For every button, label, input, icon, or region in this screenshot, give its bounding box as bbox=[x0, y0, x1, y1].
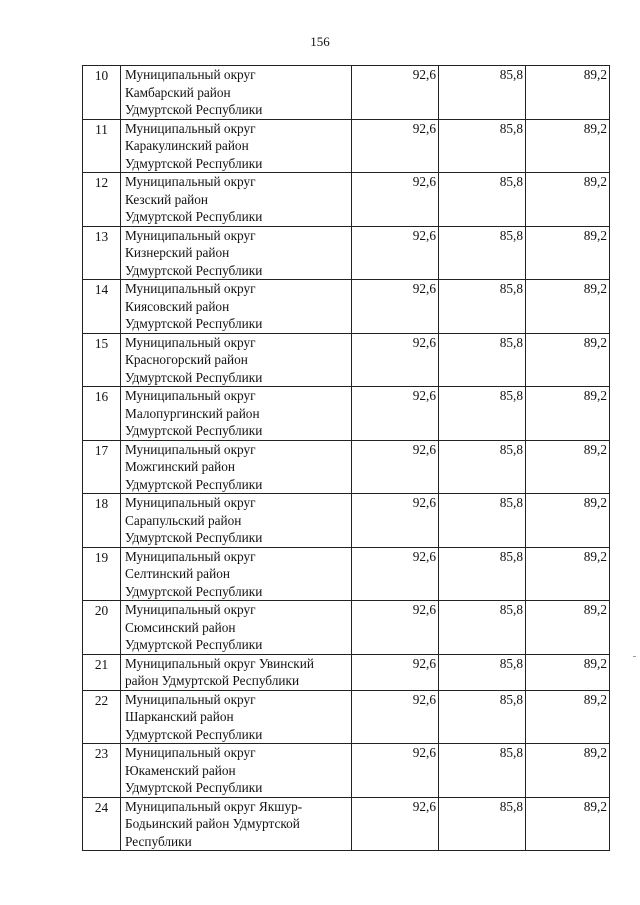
table-row bbox=[83, 690, 610, 744]
value-cell-2: 85,8 bbox=[439, 280, 526, 334]
value-cell-3: 89,2 bbox=[526, 797, 610, 851]
value-cell-3: 89,2 bbox=[526, 744, 610, 798]
value-cell-3: 89,2 bbox=[526, 66, 610, 120]
row-number: 24 bbox=[83, 797, 121, 851]
municipality-name-line: Камбарский район bbox=[125, 84, 231, 100]
value-cell-3: 89,2 bbox=[526, 494, 610, 548]
municipality-name bbox=[121, 797, 352, 851]
value-cell-1: 92,6 bbox=[352, 333, 439, 387]
value-cell-3: 89,2 bbox=[526, 690, 610, 744]
municipality-name-line: Муниципальный округ bbox=[125, 388, 256, 403]
table-row bbox=[83, 119, 610, 173]
municipality-name-line: Муниципальный округ bbox=[125, 334, 256, 350]
row-number: 15 bbox=[83, 333, 121, 387]
municipality-name-line: Удмуртской Республики bbox=[125, 316, 263, 331]
municipality-name-line: Селтинский район bbox=[125, 566, 230, 581]
municipality-name bbox=[121, 744, 352, 798]
municipality-name-line: Малопургинский район bbox=[125, 405, 260, 421]
municipality-name bbox=[121, 494, 352, 548]
value-cell-1: 92,6 bbox=[352, 690, 439, 744]
row-number: 11 bbox=[83, 119, 121, 173]
municipality-name-line: Шарканский район bbox=[125, 709, 234, 724]
municipality-name-line: Удмуртской Республики bbox=[125, 209, 263, 224]
municipality-name-line: Красногорский район bbox=[125, 352, 248, 367]
value-cell-3: 89,2 bbox=[526, 601, 610, 655]
value-cell-3: 89,2 bbox=[526, 333, 610, 387]
value-cell-3: 89,2 bbox=[526, 440, 610, 494]
municipality-name-line: Сарапульский район bbox=[125, 512, 242, 528]
municipality-name-line: Удмуртской Республики bbox=[125, 726, 263, 742]
table-row bbox=[83, 654, 610, 690]
row-number: 10 bbox=[83, 66, 121, 120]
value-cell-2: 85,8 bbox=[439, 226, 526, 280]
municipality-name-line: Кезский район bbox=[125, 191, 209, 207]
value-cell-2: 85,8 bbox=[439, 387, 526, 441]
row-number: 21 bbox=[83, 654, 121, 690]
row-number: 20 bbox=[83, 601, 121, 655]
table-row bbox=[83, 797, 610, 851]
municipality-name-line: Удмуртской Республики bbox=[125, 102, 263, 117]
municipality-name bbox=[121, 280, 352, 334]
page-number: 156 bbox=[310, 34, 330, 49]
municipality-name-line: Муниципальный округ bbox=[125, 691, 256, 707]
municipality-name bbox=[121, 440, 352, 494]
municipality-name bbox=[121, 654, 352, 690]
row-number: 13 bbox=[83, 226, 121, 280]
municipality-name-line: Муниципальный округ bbox=[125, 745, 256, 760]
row-number: 18 bbox=[83, 494, 121, 548]
value-cell-1: 92,6 bbox=[352, 601, 439, 655]
value-cell-2: 85,8 bbox=[439, 744, 526, 798]
municipality-name-line: Юкаменский район bbox=[125, 762, 236, 778]
value-cell-1: 92,6 bbox=[352, 119, 439, 173]
value-cell-2: 85,8 bbox=[439, 173, 526, 227]
municipality-name-line: Удмуртской Республики bbox=[125, 780, 263, 795]
data-table bbox=[82, 65, 610, 851]
table-row bbox=[83, 601, 610, 655]
municipality-name bbox=[121, 601, 352, 655]
municipality-name-line: Бодьинский район Удмуртской bbox=[125, 816, 300, 831]
municipality-name-line: Можгинский район bbox=[125, 459, 236, 474]
value-cell-1: 92,6 bbox=[352, 654, 439, 690]
value-cell-3: 89,2 bbox=[526, 119, 610, 173]
municipality-name-line: Удмуртской Республики bbox=[125, 369, 263, 385]
municipality-name-line: Муниципальный округ bbox=[125, 548, 256, 564]
value-cell-1: 92,6 bbox=[352, 173, 439, 227]
value-cell-1: 92,6 bbox=[352, 387, 439, 441]
row-number: 12 bbox=[83, 173, 121, 227]
value-cell-3: 89,2 bbox=[526, 387, 610, 441]
value-cell-2: 85,8 bbox=[439, 601, 526, 655]
municipality-name-line: район Удмуртской Республики bbox=[125, 673, 300, 688]
table-row bbox=[83, 280, 610, 334]
table-row bbox=[83, 440, 610, 494]
municipality-name-line: Кизнерский район bbox=[125, 245, 230, 260]
value-cell-2: 85,8 bbox=[439, 690, 526, 744]
municipality-name bbox=[121, 387, 352, 441]
municipality-name-line: Муниципальный округ bbox=[125, 495, 256, 510]
table-body bbox=[83, 66, 610, 851]
value-cell-2: 85,8 bbox=[439, 440, 526, 494]
municipality-name bbox=[121, 226, 352, 280]
value-cell-3: 89,2 bbox=[526, 226, 610, 280]
municipality-name-line: Муниципальный округ Увинский bbox=[125, 655, 314, 671]
table-row bbox=[83, 226, 610, 280]
municipality-name bbox=[121, 333, 352, 387]
municipality-name-line: Удмуртской Республики bbox=[125, 637, 263, 652]
municipality-name-line: Сюмсинский район bbox=[125, 619, 236, 635]
municipality-name bbox=[121, 547, 352, 601]
value-cell-2: 85,8 bbox=[439, 797, 526, 851]
municipality-name-line: Удмуртской Республики bbox=[125, 155, 263, 171]
row-number: 14 bbox=[83, 280, 121, 334]
value-cell-1: 92,6 bbox=[352, 226, 439, 280]
municipality-name-line: Удмуртской Республики bbox=[125, 583, 263, 599]
table-row bbox=[83, 66, 610, 120]
municipality-name-line: Муниципальный округ bbox=[125, 67, 256, 82]
value-cell-3: 89,2 bbox=[526, 280, 610, 334]
row-number: 17 bbox=[83, 440, 121, 494]
table-row bbox=[83, 173, 610, 227]
value-cell-2: 85,8 bbox=[439, 333, 526, 387]
row-number: 22 bbox=[83, 690, 121, 744]
value-cell-1: 92,6 bbox=[352, 66, 439, 120]
value-cell-2: 85,8 bbox=[439, 654, 526, 690]
row-number: 16 bbox=[83, 387, 121, 441]
table-row bbox=[83, 494, 610, 548]
municipality-name-line: Каракулинский район bbox=[125, 138, 249, 153]
municipality-name-line: Муниципальный округ bbox=[125, 441, 256, 457]
value-cell-2: 85,8 bbox=[439, 494, 526, 548]
value-cell-1: 92,6 bbox=[352, 280, 439, 334]
row-number: 19 bbox=[83, 547, 121, 601]
value-cell-2: 85,8 bbox=[439, 66, 526, 120]
municipality-name-line: Республики bbox=[125, 833, 192, 849]
municipality-name-line: Удмуртской Республики bbox=[125, 476, 263, 492]
municipality-name-line: Удмуртской Республики bbox=[125, 262, 263, 278]
table-row bbox=[83, 333, 610, 387]
value-cell-2: 85,8 bbox=[439, 119, 526, 173]
table-row bbox=[83, 744, 610, 798]
value-cell-1: 92,6 bbox=[352, 744, 439, 798]
value-cell-1: 92,6 bbox=[352, 547, 439, 601]
value-cell-3: 89,2 bbox=[526, 173, 610, 227]
row-number: 23 bbox=[83, 744, 121, 798]
value-cell-1: 92,6 bbox=[352, 440, 439, 494]
table-row bbox=[83, 387, 610, 441]
value-cell-3: 89,2 bbox=[526, 547, 610, 601]
municipality-name bbox=[121, 119, 352, 173]
municipality-name-line: Удмуртской Республики bbox=[125, 423, 263, 438]
value-cell-1: 92,6 bbox=[352, 494, 439, 548]
table-row bbox=[83, 547, 610, 601]
municipality-name-line: Муниципальный округ Якшур- bbox=[125, 798, 303, 814]
municipality-name bbox=[121, 66, 352, 120]
value-cell-3: 89,2 bbox=[526, 654, 610, 690]
value-cell-2: 85,8 bbox=[439, 547, 526, 601]
municipality-name bbox=[121, 690, 352, 744]
municipality-name-line: Муниципальный округ bbox=[125, 602, 256, 617]
scan-mark bbox=[633, 656, 636, 657]
municipality-name bbox=[121, 173, 352, 227]
municipality-name-line: Муниципальный округ bbox=[125, 227, 256, 243]
value-cell-1: 92,6 bbox=[352, 797, 439, 851]
municipality-name-line: Муниципальный округ bbox=[125, 174, 256, 189]
municipality-name-line: Киясовский район bbox=[125, 298, 230, 314]
municipality-name-line: Удмуртской Республики bbox=[125, 530, 263, 545]
municipality-name-line: Муниципальный округ bbox=[125, 120, 256, 136]
municipality-name-line: Муниципальный округ bbox=[125, 281, 256, 296]
